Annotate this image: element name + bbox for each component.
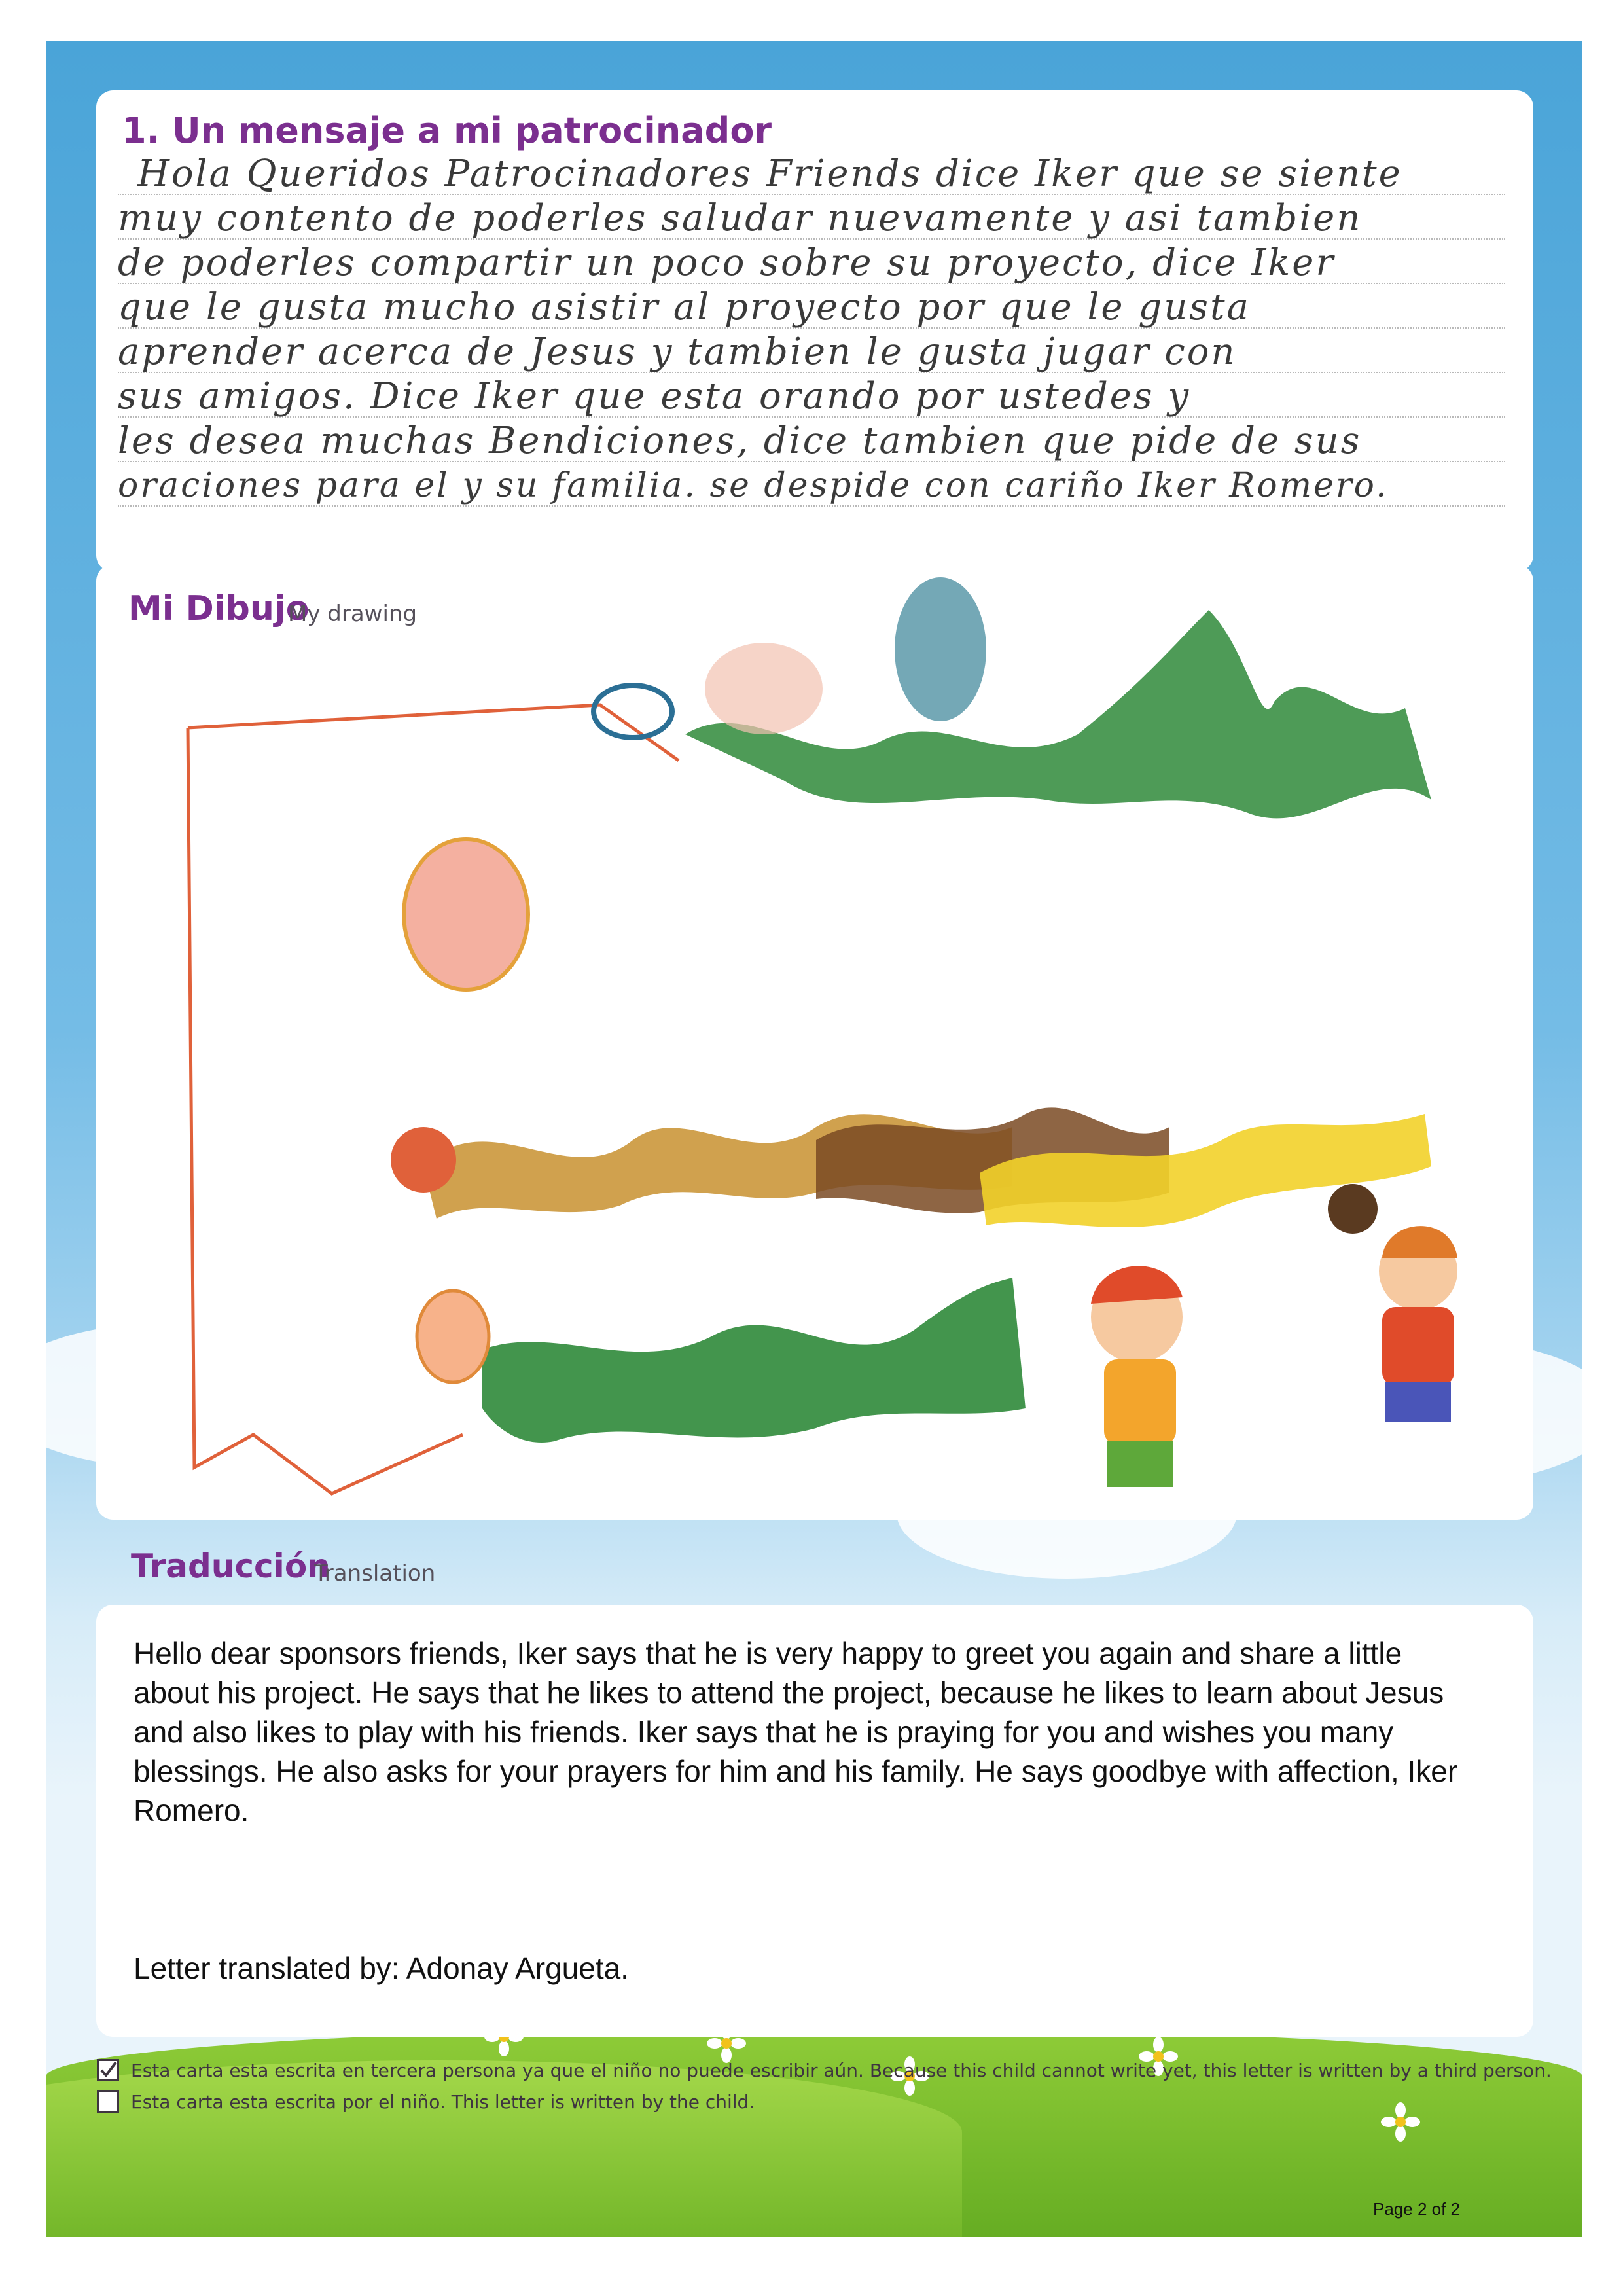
kids-illustration — [1091, 1184, 1457, 1487]
handwritten-line: les desea muchas Bendiciones, dice tambien que pide de sus — [118, 420, 1362, 462]
translation-body: Hello dear sponsors friends, Iker says that he is very happy to greet you again and share a little about his project. He says that he likes to attend the project, because he likes to learn about Jesus and also likes to play with his friends. Iker says that he is praying for you and wishes you many blessings. He also asks for your prayers for him and his family. He says goodbye with affection, Iker Romero. — [134, 1636, 1458, 1827]
grass-foreground — [46, 2060, 962, 2237]
handwritten-line: aprender acerca de Jesus y tambien le gusta jugar con — [118, 331, 1237, 373]
handwritten-line: oraciones para el y su familia. se despide con cariño Iker Romero. — [118, 466, 1389, 505]
translated-by: Letter translated by: Adonay Argueta. — [134, 1951, 629, 1985]
handwritten-line: que le gusta mucho asistir al proyecto por que le gusta — [118, 286, 1251, 329]
handwritten-line: de poderles compartir un poco sobre su proyecto, dice Iker — [118, 242, 1336, 284]
translation-title: Traducción — [131, 1547, 330, 1585]
translation-subtitle: Translation — [314, 1560, 436, 1587]
message-title: 1. Un mensaje a mi patrocinador — [122, 110, 772, 151]
page-number: Page 2 of 2 — [1373, 2199, 1460, 2219]
child-drawing — [96, 564, 1533, 1520]
checkbox-label: Esta carta esta escrita por el niño. This letter is written by the child. — [131, 2090, 755, 2113]
checkbox-unchecked-icon[interactable] — [97, 2090, 119, 2113]
handwritten-line: muy contento de poderles saludar nuevamente y asi tambien — [118, 197, 1363, 240]
daisy-icon — [1381, 2102, 1420, 2142]
handwritten-line: Hola Queridos Patrocinadores Friends dice Iker que se siente — [137, 152, 1402, 195]
drawing-subtitle: My drawing — [288, 601, 418, 627]
checkbox-label: Esta carta esta escrita en tercera persona ya que el niño no puede escribir aún. Because this child cannot write yet, this letter is written by a third person. — [131, 2059, 1552, 2081]
drawing-title: Mi Dibujo — [128, 589, 310, 628]
checkbox-checked-icon[interactable] — [97, 2059, 119, 2081]
third-person-checkbox-row[interactable] — [97, 2059, 1552, 2081]
child-wrote-checkbox-row[interactable] — [97, 2090, 755, 2113]
handwritten-line: sus amigos. Dice Iker que esta orando por ustedes y — [118, 375, 1190, 418]
